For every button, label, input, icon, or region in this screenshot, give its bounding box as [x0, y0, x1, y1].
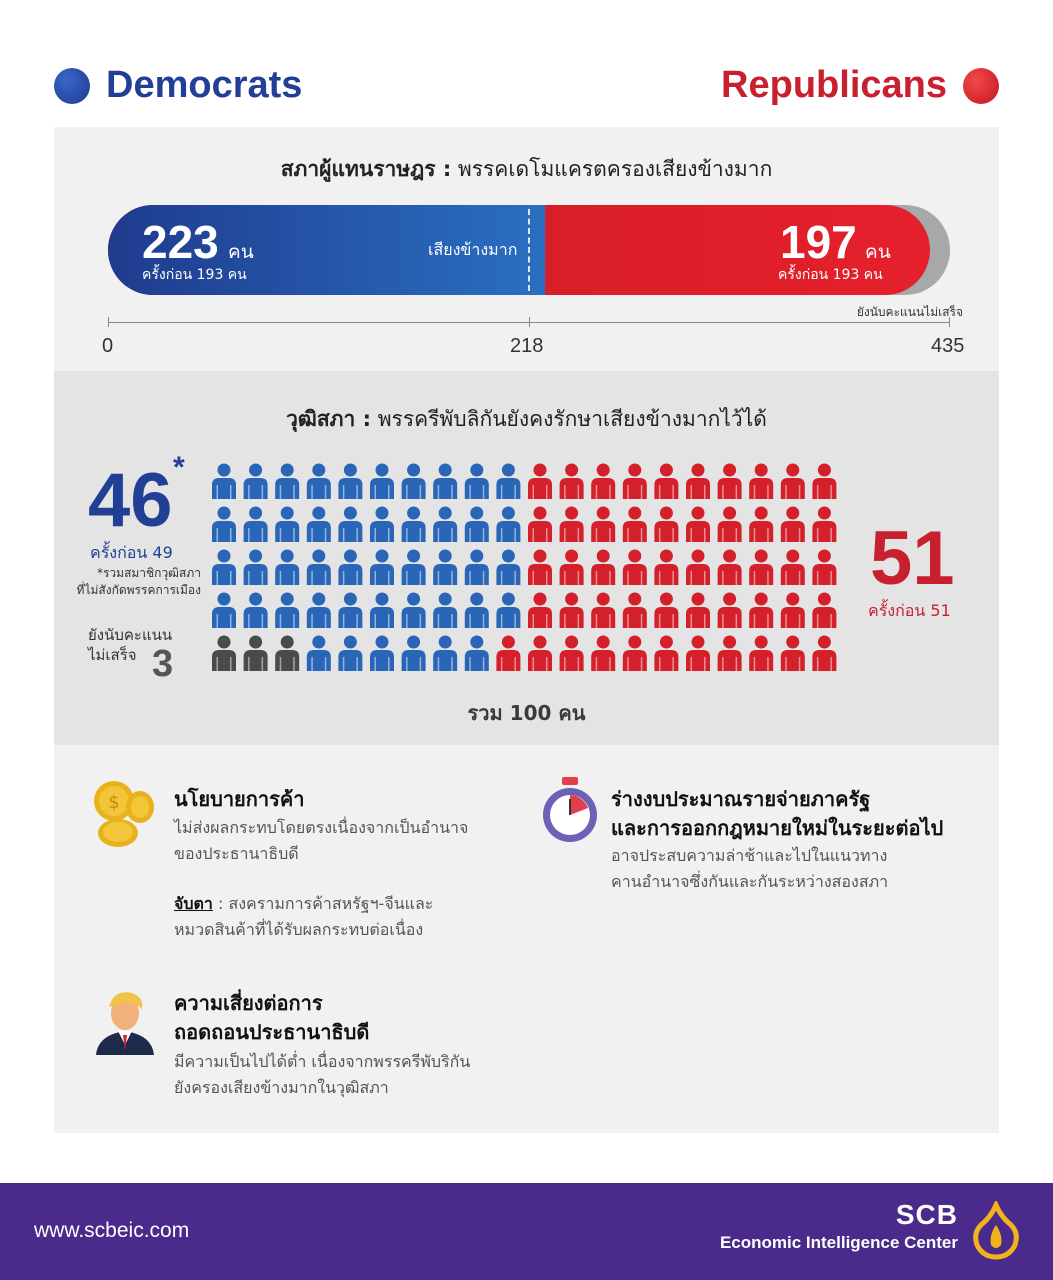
watch-label: จับตา: [174, 894, 213, 913]
senator-democrat-icon: [402, 636, 426, 672]
senator-democrat-icon: [244, 593, 268, 629]
senator-republican-icon: [591, 636, 615, 672]
senate-dem-star: *: [173, 451, 185, 484]
senator-democrat-icon: [465, 593, 489, 629]
senator-republican-icon: [654, 464, 678, 500]
senator-republican-icon: [749, 507, 773, 543]
republicans-label: Republicans: [721, 64, 947, 106]
senator-democrat-icon: [496, 507, 520, 543]
senator-republican-icon: [623, 464, 647, 500]
senate-dem-prev: ครั้งก่อน 49: [90, 543, 173, 562]
senator-democrat-icon: [307, 550, 331, 586]
senator-republican-icon: [781, 507, 805, 543]
senator-uncounted-icon: [244, 636, 268, 672]
senator-republican-icon: [528, 636, 552, 672]
senate-pictogram: [210, 461, 842, 677]
senate-total: รวม 100 คน: [467, 701, 586, 725]
senate-dem-seats: 46: [88, 458, 173, 543]
house-dem-seats: 223: [142, 216, 219, 268]
senator-democrat-icon: [212, 507, 236, 543]
democrats-dot-icon: [54, 68, 90, 104]
house-title-rest: พรรคเดโมแครตครองเสียงข้างมาก: [451, 157, 773, 181]
senator-republican-icon: [686, 550, 710, 586]
senate-title-bold: วุฒิสภา :: [286, 407, 372, 431]
senator-republican-icon: [560, 593, 584, 629]
senator-democrat-icon: [465, 464, 489, 500]
senator-republican-icon: [781, 636, 805, 672]
senator-republican-icon: [654, 507, 678, 543]
senator-democrat-icon: [433, 593, 457, 629]
majority-line: [528, 209, 530, 291]
senator-republican-icon: [528, 593, 552, 629]
footer-url[interactable]: www.scbeic.com: [34, 1219, 190, 1242]
svg-text:$: $: [108, 792, 120, 813]
senator-republican-icon: [560, 464, 584, 500]
senate-uncounted-line1: ยังนับคะแนน: [88, 626, 173, 644]
info-panel: [54, 745, 999, 1133]
senator-democrat-icon: [212, 593, 236, 629]
impeach-title-line1: ความเสี่ยงต่อการ: [174, 991, 323, 1015]
budget-text-line1: อาจประสบความล่าช้าและไปในแนวทาง: [611, 846, 888, 865]
senate-rep-seats: 51: [870, 516, 955, 601]
senator-democrat-icon: [465, 636, 489, 672]
senate-uncounted-num: 3: [152, 643, 174, 685]
senator-republican-icon: [812, 636, 836, 672]
axis-tick-435: [949, 317, 950, 327]
senate-dem-note: [77, 565, 201, 599]
senator-republican-icon: [528, 464, 552, 500]
senator-democrat-icon: [338, 593, 362, 629]
senator-democrat-icon: [212, 550, 236, 586]
trade-title: นโยบายการค้า: [174, 787, 305, 811]
senator-republican-icon: [623, 636, 647, 672]
democrats-label: Democrats: [106, 64, 303, 106]
senator-republican-icon: [718, 593, 742, 629]
senator-republican-icon: [591, 507, 615, 543]
senate-rep-prev: ครั้งก่อน 51: [868, 601, 951, 620]
house-title-bold: สภาผู้แทนราษฎร :: [280, 157, 452, 181]
senator-democrat-icon: [244, 464, 268, 500]
senator-republican-icon: [591, 550, 615, 586]
senator-republican-icon: [781, 593, 805, 629]
senator-republican-icon: [749, 593, 773, 629]
senator-republican-icon: [686, 464, 710, 500]
senator-republican-icon: [686, 507, 710, 543]
senator-democrat-icon: [275, 507, 299, 543]
senator-democrat-icon: [433, 636, 457, 672]
scb-logo-icon: [971, 1201, 1021, 1261]
senator-republican-icon: [560, 636, 584, 672]
senator-democrat-icon: [465, 550, 489, 586]
senate-uncounted-line2: ไม่เสร็จ: [88, 646, 137, 664]
senator-democrat-icon: [275, 593, 299, 629]
senator-republican-icon: [528, 550, 552, 586]
house-dem-unit: คน: [228, 241, 254, 263]
senate-title: [54, 403, 999, 436]
senator-democrat-icon: [307, 636, 331, 672]
senator-democrat-icon: [402, 464, 426, 500]
senator-republican-icon: [654, 593, 678, 629]
senator-republican-icon: [718, 464, 742, 500]
senate-title-rest: พรรครีพับลิกันยังคงรักษาเสียงข้างมากไว้ได้: [371, 407, 767, 431]
footer-brand-name: SCB: [895, 1199, 958, 1230]
senator-democrat-icon: [275, 464, 299, 500]
senator-republican-icon: [812, 464, 836, 500]
trade-text-line2: ของประธานาธิบดี: [174, 844, 299, 863]
senator-democrat-icon: [496, 550, 520, 586]
senator-democrat-icon: [433, 507, 457, 543]
senator-democrat-icon: [338, 550, 362, 586]
senate-dem-note-line1: *รวมสมาชิกวุฒิสภา: [96, 566, 201, 580]
axis-tick-0: [108, 317, 109, 327]
footer-brand-sub: Economic Intelligence Center: [719, 1233, 958, 1252]
senator-republican-icon: [812, 507, 836, 543]
senator-uncounted-icon: [212, 636, 236, 672]
senator-democrat-icon: [433, 464, 457, 500]
senator-republican-icon: [528, 507, 552, 543]
senator-republican-icon: [591, 464, 615, 500]
house-title: [54, 153, 999, 186]
senator-republican-icon: [812, 593, 836, 629]
budget-text: [611, 843, 888, 895]
impeach-text: [174, 1049, 470, 1101]
senator-democrat-icon: [307, 507, 331, 543]
senator-republican-icon: [686, 636, 710, 672]
house-rep-unit: คน: [865, 241, 891, 263]
democrats-header: [54, 64, 302, 107]
senator-democrat-icon: [338, 636, 362, 672]
house-rep-seats: 197: [780, 216, 857, 268]
impeach-text-line1: มีความเป็นไปได้ต่ำ เนื่องจากพรรครีพับริกัน: [174, 1052, 471, 1071]
axis-tick-label-0: 0: [102, 335, 114, 357]
senator-republican-icon: [749, 636, 773, 672]
senator-republican-icon: [749, 550, 773, 586]
senator-republican-icon: [812, 550, 836, 586]
senator-democrat-icon: [370, 593, 394, 629]
majority-label: เสียงข้างมาก: [428, 240, 518, 259]
senator-democrat-icon: [402, 550, 426, 586]
senator-democrat-icon: [307, 593, 331, 629]
senator-democrat-icon: [433, 550, 457, 586]
footer-brand: [720, 1199, 958, 1253]
senator-republican-icon: [654, 550, 678, 586]
house-dem-prev: ครั้งก่อน 193 คน: [142, 267, 247, 283]
senator-republican-icon: [560, 550, 584, 586]
senate-dem-note-line2: ที่ไม่สังกัดพรรคการเมือง: [76, 583, 201, 597]
axis-tick-218: [529, 317, 530, 327]
budget-title: [611, 785, 943, 843]
senator-republican-icon: [654, 636, 678, 672]
senator-republican-icon: [686, 593, 710, 629]
senator-republican-icon: [781, 550, 805, 586]
senate-panel: [54, 371, 999, 745]
senator-democrat-icon: [338, 507, 362, 543]
republicans-dot-icon: [963, 68, 999, 104]
senator-democrat-icon: [338, 464, 362, 500]
republicans-header: [721, 64, 999, 107]
watch-text: [174, 891, 433, 943]
senator-republican-icon: [591, 593, 615, 629]
impeach-title: [174, 989, 369, 1047]
house-panel: [54, 127, 999, 371]
house-uncounted-label: ยังนับคะแนนไม่เสร็จ: [856, 305, 963, 319]
senator-democrat-icon: [370, 464, 394, 500]
senator-republican-icon: [623, 507, 647, 543]
budget-title-line1: ร่างงบประมาณรายจ่ายภาครัฐ: [611, 787, 871, 811]
senator-democrat-icon: [244, 550, 268, 586]
trade-text: [174, 815, 468, 867]
senator-democrat-icon: [244, 507, 268, 543]
senator-democrat-icon: [496, 593, 520, 629]
stopwatch-icon: [538, 775, 602, 847]
axis-tick-label-218: 218: [510, 335, 544, 357]
house-bar: [108, 205, 950, 295]
senator-democrat-icon: [275, 550, 299, 586]
senator-democrat-icon: [402, 507, 426, 543]
budget-title-line2: และการออกกฎหมายใหม่ในระยะต่อไป: [611, 816, 944, 840]
senator-democrat-icon: [370, 636, 394, 672]
president-icon: [92, 985, 158, 1055]
senator-republican-icon: [623, 550, 647, 586]
impeach-title-line2: ถอดถอนประธานาธิบดี: [174, 1020, 370, 1044]
watch-text-line2: หมวดสินค้าที่ได้รับผลกระทบต่อเนื่อง: [174, 920, 424, 939]
senator-democrat-icon: [370, 550, 394, 586]
house-rep-prev: ครั้งก่อน 193 คน: [778, 267, 883, 283]
senator-republican-icon: [623, 593, 647, 629]
senator-republican-icon: [496, 636, 520, 672]
senator-republican-icon: [718, 550, 742, 586]
trade-text-line1: ไม่ส่งผลกระทบโดยตรงเนื่องจากเป็นอำนาจ: [174, 818, 469, 837]
senator-republican-icon: [781, 464, 805, 500]
impeach-text-line2: ยังครองเสียงข้างมากในวุฒิสภา: [174, 1078, 389, 1097]
senator-democrat-icon: [465, 507, 489, 543]
senator-republican-icon: [560, 507, 584, 543]
coins-icon: [88, 777, 160, 849]
senator-uncounted-icon: [275, 636, 299, 672]
senator-republican-icon: [749, 464, 773, 500]
senator-democrat-icon: [496, 464, 520, 500]
senator-republican-icon: [718, 507, 742, 543]
watch-text-line1: : สงครามการค้าสหรัฐฯ-จีนและ: [212, 894, 434, 913]
senator-republican-icon: [718, 636, 742, 672]
senator-democrat-icon: [402, 593, 426, 629]
senator-democrat-icon: [307, 464, 331, 500]
axis-tick-label-435: 435: [931, 335, 965, 357]
budget-text-line2: คานอำนาจซึ่งกันและกันระหว่างสองสภา: [611, 872, 889, 891]
senator-democrat-icon: [370, 507, 394, 543]
footer: [0, 1183, 1053, 1280]
senator-democrat-icon: [212, 464, 236, 500]
